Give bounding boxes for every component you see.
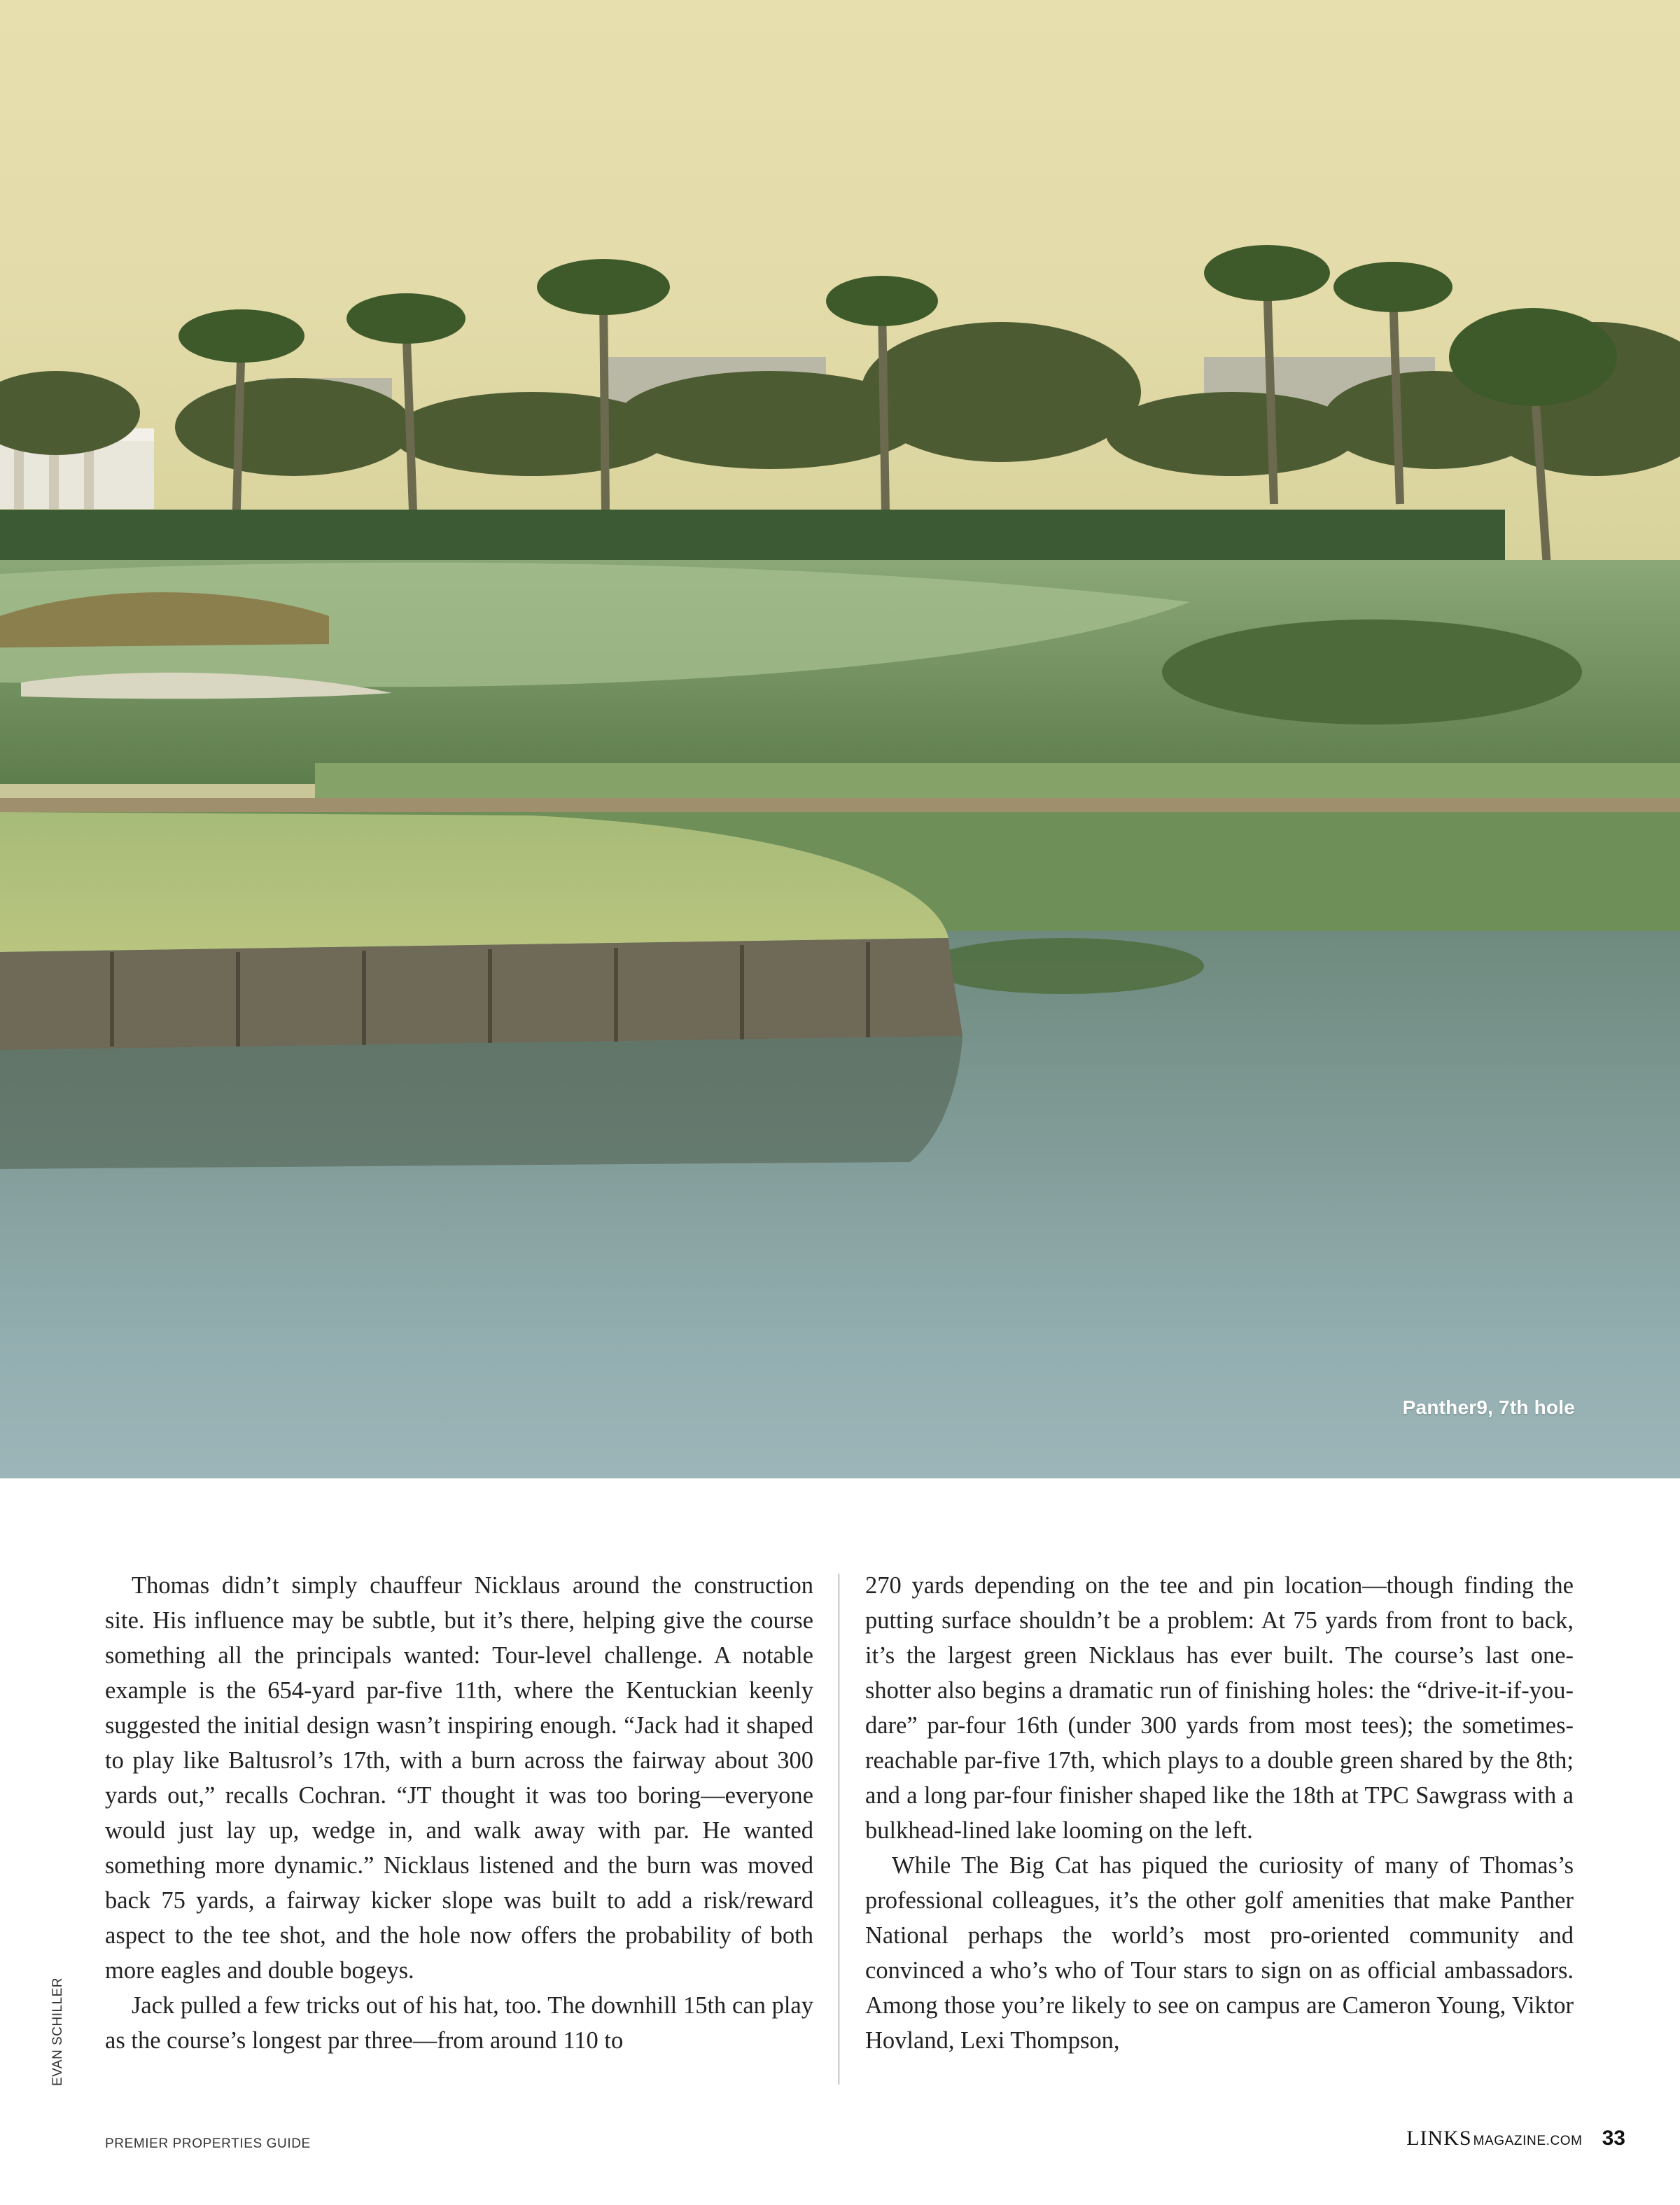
photo-caption: Panther9, 7th hole (1402, 1396, 1575, 1418)
footer-publication: PREMIER PROPERTIES GUIDE (105, 2136, 311, 2151)
paragraph: Thomas didn’t simply chauffeur Nicklaus around the construction site. His influence may be subtle, but it’s there, helping give the course something all the principals wanted: Tour-level challenge. A notable example is the 654-yard par-five 11th, where the Kentuckian keenly suggested the initial design wasn’t inspiring enough. “Jack had it shaped to play like Baltusrol’s 17th, with a burn across the fairway about 300 yards out,” recalls Cochran. “JT thought it was too boring—everyone would just lay up, wedge in, and walk away with par. He wanted something more dynamic.” Nicklaus listened and the burn was moved back 75 yards, a fairway kicker slope was built to add a risk/reward aspect to the tee shot, and the hole now offers the probability of both more eagles and double bogeys. (105, 1572, 813, 1984)
paragraph: 270 yards depending on the tee and pin location—though finding the putting surface shouldn’t be a problem: At 75 yards from front to back, it’s the largest green Nicklaus has ever built. The course’s last one-shotter also begins a dramatic run of finishing holes: the “drive-it-if-you-dare” par-four 16th (under 300 yards from most tees); the sometimes-reachable par-five 17th, which plays to a double green shared by the 8th; and a long par-four finisher shaped like the 18th at TPC Sawgrass with a bulkhead-lined lake looming on the left. (865, 1572, 1574, 1844)
hedge (0, 510, 1505, 560)
photo-credit: EVAN SCHILLER (50, 1977, 65, 2086)
path-strip (0, 798, 1680, 812)
article-column-right (865, 1568, 1574, 2058)
magazine-brand: LINKS (1406, 2127, 1472, 2150)
green-reflection (0, 1036, 962, 1169)
grass-mound (1162, 620, 1582, 724)
article-column-left (105, 1568, 813, 2058)
paragraph: Jack pulled a few tricks out of his hat, too. The downhill 15th can play as the course’s longest par three—from around 110 to (105, 1992, 813, 2054)
bulkhead-wall (0, 938, 962, 1050)
footer-brand-block (1406, 2127, 1625, 2150)
paragraph: While The Big Cat has piqued the curiosity of many of Thomas’s professional colleagues, it’s the other golf amenities that make Panther National perhaps the world’s most pro-oriented community and convinced a who’s who of Tour stars to sign on as official ambassadors. Among those you’re likely to see on campus are Cameron Young, Viktor Hovland, Lexi Thompson, (865, 1852, 1574, 2054)
page-number: 33 (1602, 2127, 1625, 2150)
lake-grass (924, 938, 1204, 994)
magazine-domain: MAGAZINE.COM (1473, 2134, 1583, 2148)
